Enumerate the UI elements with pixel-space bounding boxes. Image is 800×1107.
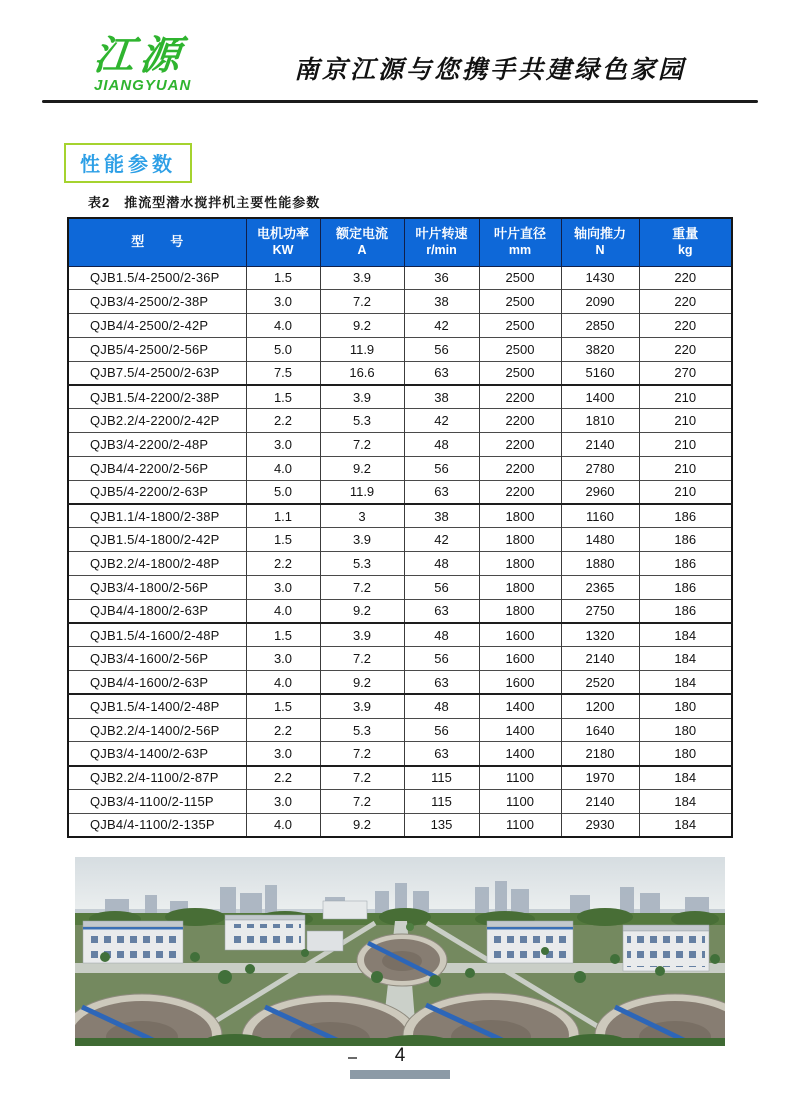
value-cell: 7.2 — [320, 433, 404, 457]
model-cell: QJB1.5/4-2200/2-38P — [68, 385, 246, 409]
brand-logo — [42, 32, 222, 94]
value-cell: 48 — [404, 433, 479, 457]
value-cell: 56 — [404, 337, 479, 361]
value-cell: 220 — [639, 314, 732, 338]
value-cell: 2140 — [561, 647, 639, 671]
value-cell: 2520 — [561, 671, 639, 695]
model-cell: QJB5/4-2500/2-56P — [68, 337, 246, 361]
table-row — [68, 742, 732, 766]
value-cell: 2960 — [561, 480, 639, 504]
header-rule — [42, 100, 758, 103]
table-row — [68, 623, 732, 647]
value-cell: 180 — [639, 718, 732, 742]
value-cell: 1100 — [479, 790, 561, 814]
column-header-1: 电机功率 KW — [246, 218, 320, 266]
brand-logo-chinese: 江源 — [91, 32, 189, 79]
column-header-6: 重量 kg — [639, 218, 732, 266]
value-cell: 1.5 — [246, 266, 320, 290]
model-cell: QJB7.5/4-2500/2-63P — [68, 361, 246, 385]
value-cell: 210 — [639, 385, 732, 409]
value-cell: 220 — [639, 266, 732, 290]
value-cell: 220 — [639, 290, 732, 314]
value-cell: 2090 — [561, 290, 639, 314]
value-cell: 48 — [404, 623, 479, 647]
value-cell: 3.0 — [246, 790, 320, 814]
value-cell: 9.2 — [320, 456, 404, 480]
column-header-0: 型 号 — [68, 218, 246, 266]
value-cell: 184 — [639, 766, 732, 790]
value-cell: 4.0 — [246, 456, 320, 480]
model-cell: QJB4/4-1600/2-63P — [68, 671, 246, 695]
model-cell: QJB4/4-1800/2-63P — [68, 599, 246, 623]
table-row — [68, 790, 732, 814]
table-row — [68, 409, 732, 433]
value-cell: 1.5 — [246, 623, 320, 647]
value-cell: 184 — [639, 647, 732, 671]
value-cell: 1810 — [561, 409, 639, 433]
table-row — [68, 337, 732, 361]
header-slogan: 南京江源与您携手共建绿色家园 — [293, 55, 686, 84]
model-cell: QJB3/4-2200/2-48P — [68, 433, 246, 457]
table-row — [68, 647, 732, 671]
table-row — [68, 385, 732, 409]
model-cell: QJB2.2/4-1800/2-48P — [68, 552, 246, 576]
model-cell: QJB2.2/4-1400/2-56P — [68, 718, 246, 742]
table-row — [68, 766, 732, 790]
value-cell: 1400 — [479, 694, 561, 718]
table-row — [68, 813, 732, 837]
value-cell: 3.9 — [320, 385, 404, 409]
value-cell: 135 — [404, 813, 479, 837]
value-cell: 7.5 — [246, 361, 320, 385]
value-cell: 115 — [404, 790, 479, 814]
value-cell: 1400 — [479, 718, 561, 742]
value-cell: 48 — [404, 552, 479, 576]
value-cell: 7.2 — [320, 290, 404, 314]
value-cell: 9.2 — [320, 314, 404, 338]
value-cell: 1400 — [561, 385, 639, 409]
table-row — [68, 528, 732, 552]
value-cell: 1160 — [561, 504, 639, 528]
footer-dash — [348, 1057, 357, 1059]
value-cell: 2.2 — [246, 718, 320, 742]
value-cell: 2200 — [479, 385, 561, 409]
value-cell: 1480 — [561, 528, 639, 552]
value-cell: 16.6 — [320, 361, 404, 385]
value-cell: 2180 — [561, 742, 639, 766]
value-cell: 1.5 — [246, 694, 320, 718]
model-cell: QJB3/4-1100/2-115P — [68, 790, 246, 814]
value-cell: 4.0 — [246, 599, 320, 623]
value-cell: 7.2 — [320, 766, 404, 790]
value-cell: 7.2 — [320, 575, 404, 599]
page-number: 4 — [394, 1045, 406, 1066]
model-cell: QJB1.5/4-1800/2-42P — [68, 528, 246, 552]
value-cell: 7.2 — [320, 647, 404, 671]
value-cell: 4.0 — [246, 314, 320, 338]
value-cell: 2500 — [479, 337, 561, 361]
value-cell: 5.0 — [246, 337, 320, 361]
value-cell: 2500 — [479, 266, 561, 290]
table-row — [68, 694, 732, 718]
value-cell: 2200 — [479, 433, 561, 457]
value-cell: 1100 — [479, 813, 561, 837]
table-row — [68, 266, 732, 290]
plant-photo-illustration — [75, 857, 725, 1046]
value-cell: 270 — [639, 361, 732, 385]
parameters-table — [67, 217, 733, 838]
model-cell: QJB4/4-2500/2-42P — [68, 314, 246, 338]
value-cell: 42 — [404, 528, 479, 552]
value-cell: 2500 — [479, 314, 561, 338]
value-cell: 1400 — [479, 742, 561, 766]
value-cell: 220 — [639, 337, 732, 361]
value-cell: 3 — [320, 504, 404, 528]
table-row — [68, 552, 732, 576]
table-row — [68, 718, 732, 742]
value-cell: 115 — [404, 766, 479, 790]
value-cell: 38 — [404, 504, 479, 528]
column-header-2: 额定电流 A — [320, 218, 404, 266]
section-title: 性能参数 — [80, 154, 176, 176]
value-cell: 210 — [639, 456, 732, 480]
value-cell: 7.2 — [320, 790, 404, 814]
value-cell: 7.2 — [320, 742, 404, 766]
value-cell: 1800 — [479, 599, 561, 623]
value-cell: 1800 — [479, 528, 561, 552]
model-cell: QJB1.5/4-2500/2-36P — [68, 266, 246, 290]
building — [83, 921, 183, 963]
value-cell: 56 — [404, 647, 479, 671]
table-caption: 表2 推流型潜水搅拌机主要性能参数 — [88, 195, 321, 210]
value-cell: 186 — [639, 504, 732, 528]
value-cell: 1800 — [479, 504, 561, 528]
value-cell: 1430 — [561, 266, 639, 290]
value-cell: 2365 — [561, 575, 639, 599]
model-cell: QJB5/4-2200/2-63P — [68, 480, 246, 504]
value-cell: 2500 — [479, 290, 561, 314]
value-cell: 2200 — [479, 409, 561, 433]
value-cell: 3.0 — [246, 433, 320, 457]
value-cell: 2.2 — [246, 552, 320, 576]
table-row — [68, 361, 732, 385]
value-cell: 48 — [404, 694, 479, 718]
model-cell: QJB2.2/4-1100/2-87P — [68, 766, 246, 790]
value-cell: 56 — [404, 575, 479, 599]
value-cell: 1.5 — [246, 385, 320, 409]
value-cell: 2750 — [561, 599, 639, 623]
value-cell: 36 — [404, 266, 479, 290]
value-cell: 1880 — [561, 552, 639, 576]
value-cell: 184 — [639, 790, 732, 814]
value-cell: 180 — [639, 742, 732, 766]
value-cell: 4.0 — [246, 813, 320, 837]
value-cell: 210 — [639, 480, 732, 504]
value-cell: 1320 — [561, 623, 639, 647]
value-cell: 4.0 — [246, 671, 320, 695]
model-cell: QJB1.5/4-1600/2-48P — [68, 623, 246, 647]
table-row — [68, 504, 732, 528]
section-title-box — [64, 143, 192, 183]
value-cell: 5.3 — [320, 718, 404, 742]
value-cell: 2850 — [561, 314, 639, 338]
value-cell: 2140 — [561, 790, 639, 814]
building — [323, 901, 367, 919]
value-cell: 1970 — [561, 766, 639, 790]
value-cell: 56 — [404, 718, 479, 742]
model-cell: QJB4/4-2200/2-56P — [68, 456, 246, 480]
value-cell: 184 — [639, 813, 732, 837]
value-cell: 210 — [639, 433, 732, 457]
value-cell: 38 — [404, 290, 479, 314]
value-cell: 56 — [404, 456, 479, 480]
value-cell: 9.2 — [320, 813, 404, 837]
value-cell: 3.0 — [246, 742, 320, 766]
table-header-row — [68, 218, 732, 266]
value-cell: 184 — [639, 671, 732, 695]
value-cell: 180 — [639, 694, 732, 718]
value-cell: 2.2 — [246, 409, 320, 433]
building — [487, 921, 573, 963]
table-row — [68, 575, 732, 599]
value-cell: 63 — [404, 599, 479, 623]
model-cell: QJB3/4-1400/2-63P — [68, 742, 246, 766]
value-cell: 186 — [639, 575, 732, 599]
brand-logo-english: JIANGYUAN — [94, 77, 192, 94]
value-cell: 1200 — [561, 694, 639, 718]
value-cell: 3820 — [561, 337, 639, 361]
table-row — [68, 290, 732, 314]
value-cell: 38 — [404, 385, 479, 409]
value-cell: 63 — [404, 742, 479, 766]
value-cell: 3.0 — [246, 290, 320, 314]
value-cell: 3.9 — [320, 266, 404, 290]
value-cell: 2200 — [479, 456, 561, 480]
value-cell: 186 — [639, 552, 732, 576]
table-row — [68, 599, 732, 623]
value-cell: 2.2 — [246, 766, 320, 790]
value-cell: 5160 — [561, 361, 639, 385]
value-cell: 2780 — [561, 456, 639, 480]
table-row — [68, 480, 732, 504]
value-cell: 5.0 — [246, 480, 320, 504]
page-header — [42, 32, 758, 98]
value-cell: 11.9 — [320, 480, 404, 504]
value-cell: 1800 — [479, 552, 561, 576]
value-cell: 1640 — [561, 718, 639, 742]
page-footer — [0, 1045, 800, 1079]
table-row — [68, 671, 732, 695]
model-cell: QJB3/4-1800/2-56P — [68, 575, 246, 599]
value-cell: 2500 — [479, 361, 561, 385]
footer-bar — [350, 1070, 450, 1079]
value-cell: 11.9 — [320, 337, 404, 361]
value-cell: 5.3 — [320, 409, 404, 433]
model-cell: QJB4/4-1100/2-135P — [68, 813, 246, 837]
value-cell: 186 — [639, 528, 732, 552]
table-row — [68, 314, 732, 338]
model-cell: QJB1.1/4-1800/2-38P — [68, 504, 246, 528]
value-cell: 184 — [639, 623, 732, 647]
value-cell: 63 — [404, 671, 479, 695]
value-cell: 3.9 — [320, 694, 404, 718]
value-cell: 1.5 — [246, 528, 320, 552]
value-cell: 63 — [404, 480, 479, 504]
value-cell: 3.9 — [320, 528, 404, 552]
value-cell: 1800 — [479, 575, 561, 599]
value-cell: 1100 — [479, 766, 561, 790]
value-cell: 210 — [639, 409, 732, 433]
value-cell: 2930 — [561, 813, 639, 837]
plant-photo — [75, 857, 725, 1046]
value-cell: 1600 — [479, 647, 561, 671]
value-cell: 42 — [404, 409, 479, 433]
value-cell: 9.2 — [320, 671, 404, 695]
model-cell: QJB3/4-1600/2-56P — [68, 647, 246, 671]
building — [623, 925, 709, 971]
value-cell: 3.9 — [320, 623, 404, 647]
value-cell: 2200 — [479, 480, 561, 504]
column-header-4: 叶片直径 mm — [479, 218, 561, 266]
value-cell: 9.2 — [320, 599, 404, 623]
column-header-3: 叶片转速 r/min — [404, 218, 479, 266]
model-cell: QJB2.2/4-2200/2-42P — [68, 409, 246, 433]
value-cell: 186 — [639, 599, 732, 623]
model-cell: QJB3/4-2500/2-38P — [68, 290, 246, 314]
column-header-5: 轴向推力 N — [561, 218, 639, 266]
value-cell: 3.0 — [246, 647, 320, 671]
table-row — [68, 433, 732, 457]
model-cell: QJB1.5/4-1400/2-48P — [68, 694, 246, 718]
value-cell: 63 — [404, 361, 479, 385]
value-cell: 2140 — [561, 433, 639, 457]
value-cell: 1600 — [479, 623, 561, 647]
value-cell: 42 — [404, 314, 479, 338]
value-cell: 5.3 — [320, 552, 404, 576]
value-cell: 3.0 — [246, 575, 320, 599]
value-cell: 1600 — [479, 671, 561, 695]
table-row — [68, 456, 732, 480]
value-cell: 1.1 — [246, 504, 320, 528]
